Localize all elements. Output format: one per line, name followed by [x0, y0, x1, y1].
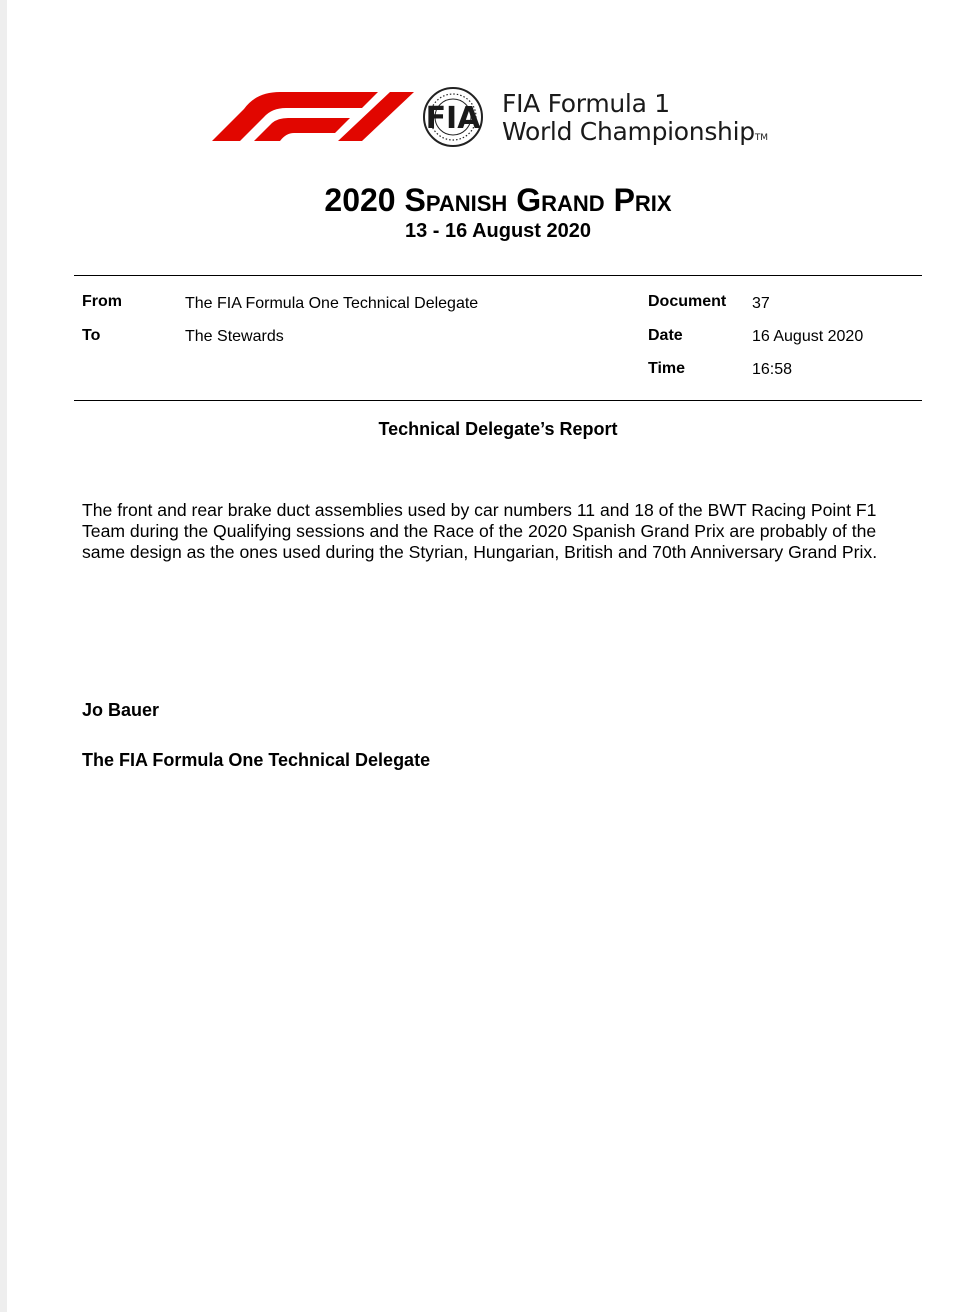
fia-seal-text: FIA	[425, 101, 481, 136]
event-title-word1	[404, 182, 507, 218]
signatory-role: The FIA Formula One Technical Delegate	[82, 750, 431, 770]
event-title-word2	[516, 182, 604, 218]
event-title-word3	[614, 182, 672, 218]
event-title-word2-rest: rand	[541, 182, 605, 218]
time-value: 16:58	[752, 361, 793, 378]
fia-title-line2	[502, 118, 768, 152]
fia-title-line2-text: World Championship	[502, 117, 755, 146]
header-divider-top	[74, 275, 922, 276]
event-title-word2-initial: G	[516, 182, 542, 218]
event-title	[0, 180, 980, 220]
report-heading: Technical Delegate’s Report	[378, 419, 618, 439]
date-value: 16 August 2020	[752, 328, 864, 345]
to-label: To	[82, 327, 101, 344]
from-label: From	[82, 293, 122, 310]
event-title-word1-rest: panish	[425, 182, 508, 218]
fia-title-line1: FIA Formula 1	[502, 89, 670, 118]
document-label: Document	[648, 293, 727, 310]
trademark-mark: TM	[754, 133, 769, 143]
event-title-word3-rest: rix	[634, 182, 672, 218]
to-value: The Stewards	[185, 328, 284, 345]
event-title-word1-initial: S	[404, 182, 426, 218]
event-title-word3-initial: P	[613, 182, 635, 218]
document-value: 37	[752, 295, 770, 312]
report-body: The front and rear brake duct assemblies used by car numbers 11 and 18 of the BWT Racing Point F1 Team during the Qualifying sessions and the Race of the 2020 Spanish Grand Prix are probably of the same design as the ones used during the Styrian, Hungarian, British and 70th Anniversary Grand Prix.	[82, 500, 878, 562]
fia-championship-title	[502, 90, 768, 152]
f1-logo-icon	[210, 84, 500, 150]
from-value: The FIA Formula One Technical Delegate	[185, 295, 479, 312]
fia-f1-logo	[210, 84, 810, 150]
event-dates: 13 - 16 August 2020	[404, 220, 591, 242]
time-label: Time	[648, 360, 686, 377]
fia-seal-icon	[424, 88, 482, 146]
signatory-name: Jo Bauer	[82, 700, 160, 720]
header-divider-bottom	[74, 400, 922, 401]
date-label: Date	[648, 327, 683, 344]
event-title-year: 2020	[324, 182, 396, 218]
